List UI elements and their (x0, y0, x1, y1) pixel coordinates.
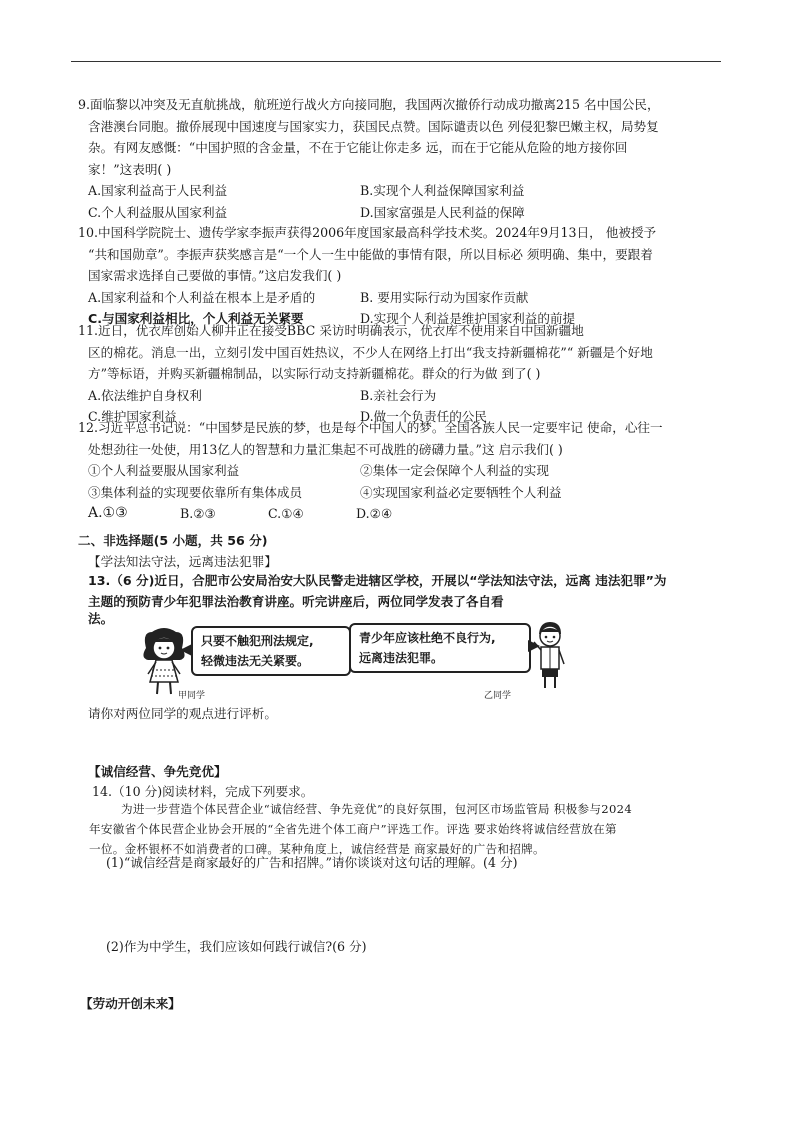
q9-option-c: C.个人利益服从国家利益 (88, 204, 228, 220)
q12-statement-2: ②集体一定会保障个人利益的实现 (360, 463, 549, 478)
q10-option-c: C.与国家利益相比，个人利益无关紧要 (88, 311, 304, 326)
q10-line: 10.中国科学院院士、遗传学家李振声获得2006年度国家最高科学技术奖。2024年9月13日， 他被授予 (78, 225, 657, 240)
q12-line: 处想劲往一处使，用13亿人的智慧和力量汇集起不可战胜的磅礴力量。”这 启示我们( ) (88, 441, 563, 457)
q13-line-1: 13.（6 分)近日，合肥市公安局治安大队民警走进辖区学校，开展以“学法知法守法，远离 违法犯罪”为 (88, 573, 667, 588)
bubble-b-line: 青少年应该杜绝不良行为, (359, 631, 496, 645)
q10-option-a: A.国家利益和个人利益在根本上是矛盾的 (88, 289, 316, 305)
q9-line: 含港澳台同胞。撤侨展现中国速度与国家实力，获国民点赞。国际谴责以色 列侵犯黎巴嫩主权，局势复 (88, 118, 659, 134)
q9-line: 9.面临黎以冲突及无直航挑战，航班逆行战火方向接同胞，我国两次撤侨行动成功撤离215 名中国公民， (78, 97, 660, 112)
header-rule (71, 61, 721, 62)
q9-line: 家！”这表明( ) (88, 161, 172, 177)
q13-line-2: 主题的预防青少年犯罪法治教育讲座。听完讲座后，两位同学发表了各自看 (88, 594, 504, 609)
q9-option-b: B.实现个人利益保障国家利益 (360, 183, 525, 198)
bubble-a-line: 轻微违法无关紧要。 (201, 654, 310, 668)
q14-material-line: 为进一步营造个体民营企业“诚信经营、争先竞优”的良好氛围，包河区市场监管局 积极参与2024 (121, 802, 633, 816)
q12-line: 12.习近平总书记说：“中国梦是民族的梦，也是每个中国人的梦。全国各族人民一定要牢记 使命，心往一 (78, 420, 663, 435)
speech-bubble-b (349, 623, 531, 673)
q14-heading: 14.（10 分)阅读材料，完成下列要求。 (92, 784, 314, 799)
q12-statement-3: ③集体利益的实现要依靠所有集体成员 (88, 484, 303, 500)
q12-statement-4: ④实现国家利益必定要牺牲个人利益 (360, 484, 562, 500)
unit-heading-labor: 【劳动开创未来】 (80, 996, 181, 1011)
q9-option-d: D.国家富强是人民利益的保障 (360, 204, 525, 220)
q10-option-d: D.实现个人利益是维护国家利益的前提 (360, 311, 576, 326)
q11-option-d: D.做一个负责任的公民 (360, 409, 487, 424)
q14-subquestion-2: (2)作为中学生，我们应该如何践行诚信?(6 分) (106, 939, 367, 954)
q11-line: 方”等标语，并购买新疆棉制品，以实际行动支持新疆棉花。群众的行为做 到了( ) (88, 366, 541, 381)
q12-option-b: B.②③ (180, 506, 216, 521)
bubble-a-line: 只要不触犯刑法规定, (201, 634, 314, 648)
q11-option-c: C.维护国家利益 (88, 409, 177, 424)
q12-option-c: C.①④ (268, 506, 304, 521)
q12-option-d: D.②④ (356, 506, 393, 521)
question-9 (78, 94, 718, 223)
q11-line: 11.近日，优衣库创始人柳井正在接受BBC 采访时明确表示，优衣库不使用来自中国新疆地 (78, 323, 584, 338)
q14-material (89, 799, 717, 859)
q14-subquestion-1: (1)“诚信经营是商家最好的广告和招牌。”请你谈谈对这句话的理解。(4 分) (106, 855, 518, 870)
q10-option-b: B. 要用实际行动为国家作贡献 (360, 289, 529, 305)
q13-line-3: 法。 (88, 611, 114, 626)
question-12 (78, 417, 718, 525)
student-b-figure (530, 620, 570, 692)
q11-option-b: B.亲社会行为 (360, 387, 437, 403)
question-11 (78, 320, 718, 428)
label-student-a: 甲同学 (178, 691, 206, 701)
q12-option-a: A.①③ (88, 505, 128, 521)
bubble-b-line: 远离违法犯罪。 (359, 651, 444, 665)
q9-line: 杂。有网友感慨：“中国护照的含金量，不在于它能让你走多 远，而在于它能从危险的地方接你回 (88, 140, 628, 155)
q10-line: 国家需求选择自己要做的事情。”这启发我们( ) (88, 268, 342, 283)
speech-bubble-a (191, 626, 351, 676)
bubble-a-tail (180, 644, 192, 656)
unit-heading-integrity: 【诚信经营、争先竞优】 (88, 764, 227, 779)
q13-prompt: 请你对两位同学的观点进行评析。 (88, 706, 277, 721)
q14-material-line: 一位。金杯银杯不如消费者的口碑。某种角度上，诚信经营是 商家最好的广告和招牌。 (89, 842, 545, 856)
q12-statement-1: ①个人利益要服从国家利益 (88, 463, 240, 478)
q10-line: “共和国勋章”。李振声获奖感言是“一个人一生中能做的事情有限，所以目标必 须明确、集中，要跟着 (88, 246, 653, 262)
label-student-b: 乙同学 (484, 691, 512, 701)
unit-heading-law: 【学法知法守法，远离违法犯罪】 (88, 554, 277, 569)
q9-option-a: A.国家利益高于人民利益 (88, 183, 228, 198)
q14-material-line: 年安徽省个体民营企业协会开展的“全省先进个体工商户”评选工作。评选 要求始终将诚信经营放在第 (89, 822, 617, 836)
q12-statements (78, 460, 718, 503)
question-10 (78, 222, 718, 330)
section-heading: 二、非选择题(5 小题，共 56 分) (78, 533, 268, 548)
q11-line: 区的棉花。消息一出，立刻引发中国百姓热议，不少人在网络上打出“我支持新疆棉花”“ 新疆是个好地 (88, 344, 653, 360)
q12-options (78, 503, 718, 525)
q9-options (78, 180, 718, 223)
q11-option-a: A.依法维护自身权利 (88, 387, 202, 403)
